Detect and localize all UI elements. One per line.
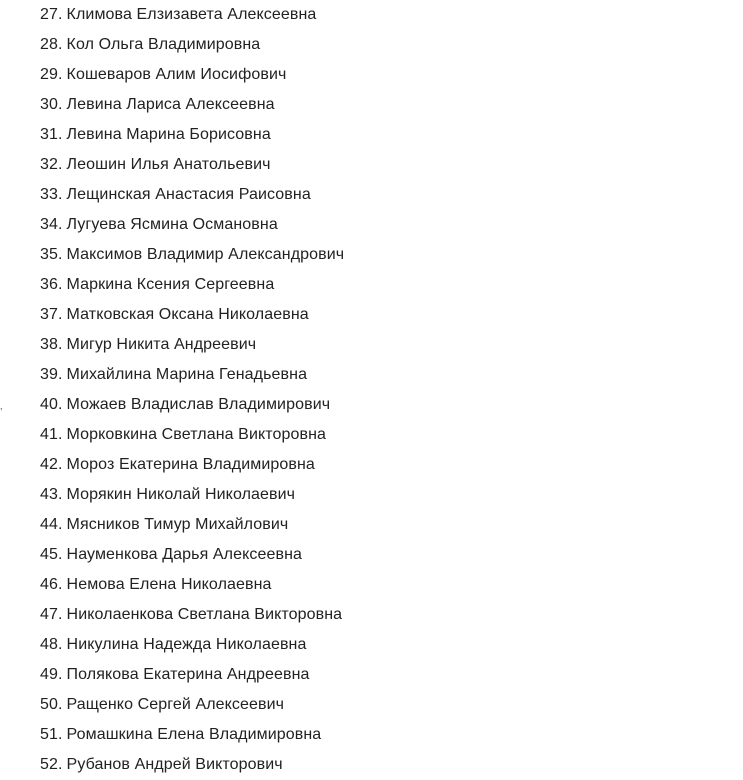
list-item [40,210,344,240]
list-item-name: Морякин Николай Николаевич [66,486,296,503]
list-item [40,390,344,420]
list-item-number: 41. [40,426,63,443]
list-item-name: Леошин Илья Анатольевич [66,156,271,173]
list-item-number: 51. [40,726,63,743]
list-item [40,120,344,150]
list-item [40,510,344,540]
list-item-name: Максимов Владимир Александрович [66,246,345,263]
list-item [40,630,344,660]
list-item-number: 46. [40,576,63,593]
list-item-name: Николаенкова Светлана Викторовна [66,606,343,623]
list-item [40,300,344,330]
list-item-number: 35. [40,246,63,263]
list-item-number: 45. [40,546,63,563]
list-item [40,30,344,60]
list-item-number: 34. [40,216,63,233]
list-item-number: 39. [40,366,63,383]
list-item-number: 33. [40,186,63,203]
list-item-number: 50. [40,696,63,713]
list-item-name: Мясников Тимур Михайлович [66,516,289,533]
list-item-number: 30. [40,96,63,113]
list-item-name: Мороз Екатерина Владимировна [66,456,315,473]
list-item-number: 32. [40,156,63,173]
list-item-number: 27. [40,6,63,23]
list-item-name: Левина Марина Борисовна [66,126,271,143]
list-item-name: Матковская Оксана Николаевна [66,306,309,323]
list-item-name: Рубанов Андрей Викторович [66,756,283,773]
list-item-number: 47. [40,606,63,623]
list-item [40,90,344,120]
list-item-name: Михайлина Марина Генадьевна [66,366,308,383]
list-item-name: Ращенко Сергей Алексеевич [66,696,285,713]
list-item [40,60,344,90]
list-item-number: 52. [40,756,63,773]
list-item-name: Лугуева Ясмина Османовна [66,216,278,233]
list-item-number: 37. [40,306,63,323]
list-item-number: 43. [40,486,63,503]
list-item-number: 48. [40,636,63,653]
list-item [40,270,344,300]
list-item [40,540,344,570]
list-item-name: Климова Елзизавета Алексеевна [66,6,317,23]
list-item-number: 44. [40,516,63,533]
list-item-name: Можаев Владислав Владимирович [66,396,331,413]
list-item-name: Лещинская Анастасия Раисовна [66,186,311,203]
list-item-number: 38. [40,336,63,353]
list-item-name: Ромашкина Елена Владимировна [66,726,322,743]
list-item [40,600,344,630]
list-item [40,240,344,270]
list-item-number: 36. [40,276,63,293]
list-item [40,660,344,690]
list-item [40,150,344,180]
list-item-name: Немова Елена Николаевна [66,576,272,593]
list-item-number: 29. [40,66,63,83]
list-item-name: Левина Лариса Алексеевна [66,96,275,113]
list-item-number: 40. [40,396,63,413]
list-item [40,480,344,510]
list-item-number: 42. [40,456,63,473]
list-item-name: Маркина Ксения Сергеевна [66,276,275,293]
list-item [40,360,344,390]
list-item-name: Кол Ольга Владимировна [66,36,261,53]
stray-mark: , [0,401,3,411]
list-item-name: Морковкина Светлана Викторовна [66,426,327,443]
list-item [40,330,344,360]
list-item [40,750,344,780]
list-item [40,420,344,450]
list-item-number: 31. [40,126,63,143]
list-item-name: Кошеваров Алим Иосифович [66,66,287,83]
list-item [40,0,344,30]
list-item [40,180,344,210]
list-item-name: Никулина Надежда Николаевна [66,636,307,653]
name-list [40,0,344,780]
list-item-number: 49. [40,666,63,683]
list-item [40,720,344,750]
list-item-name: Полякова Екатерина Андреевна [66,666,310,683]
list-item [40,570,344,600]
list-item-name: Науменкова Дарья Алексеевна [66,546,303,563]
list-item-number: 28. [40,36,63,53]
list-item [40,690,344,720]
list-item-name: Мигур Никита Андреевич [66,336,257,353]
list-item [40,450,344,480]
